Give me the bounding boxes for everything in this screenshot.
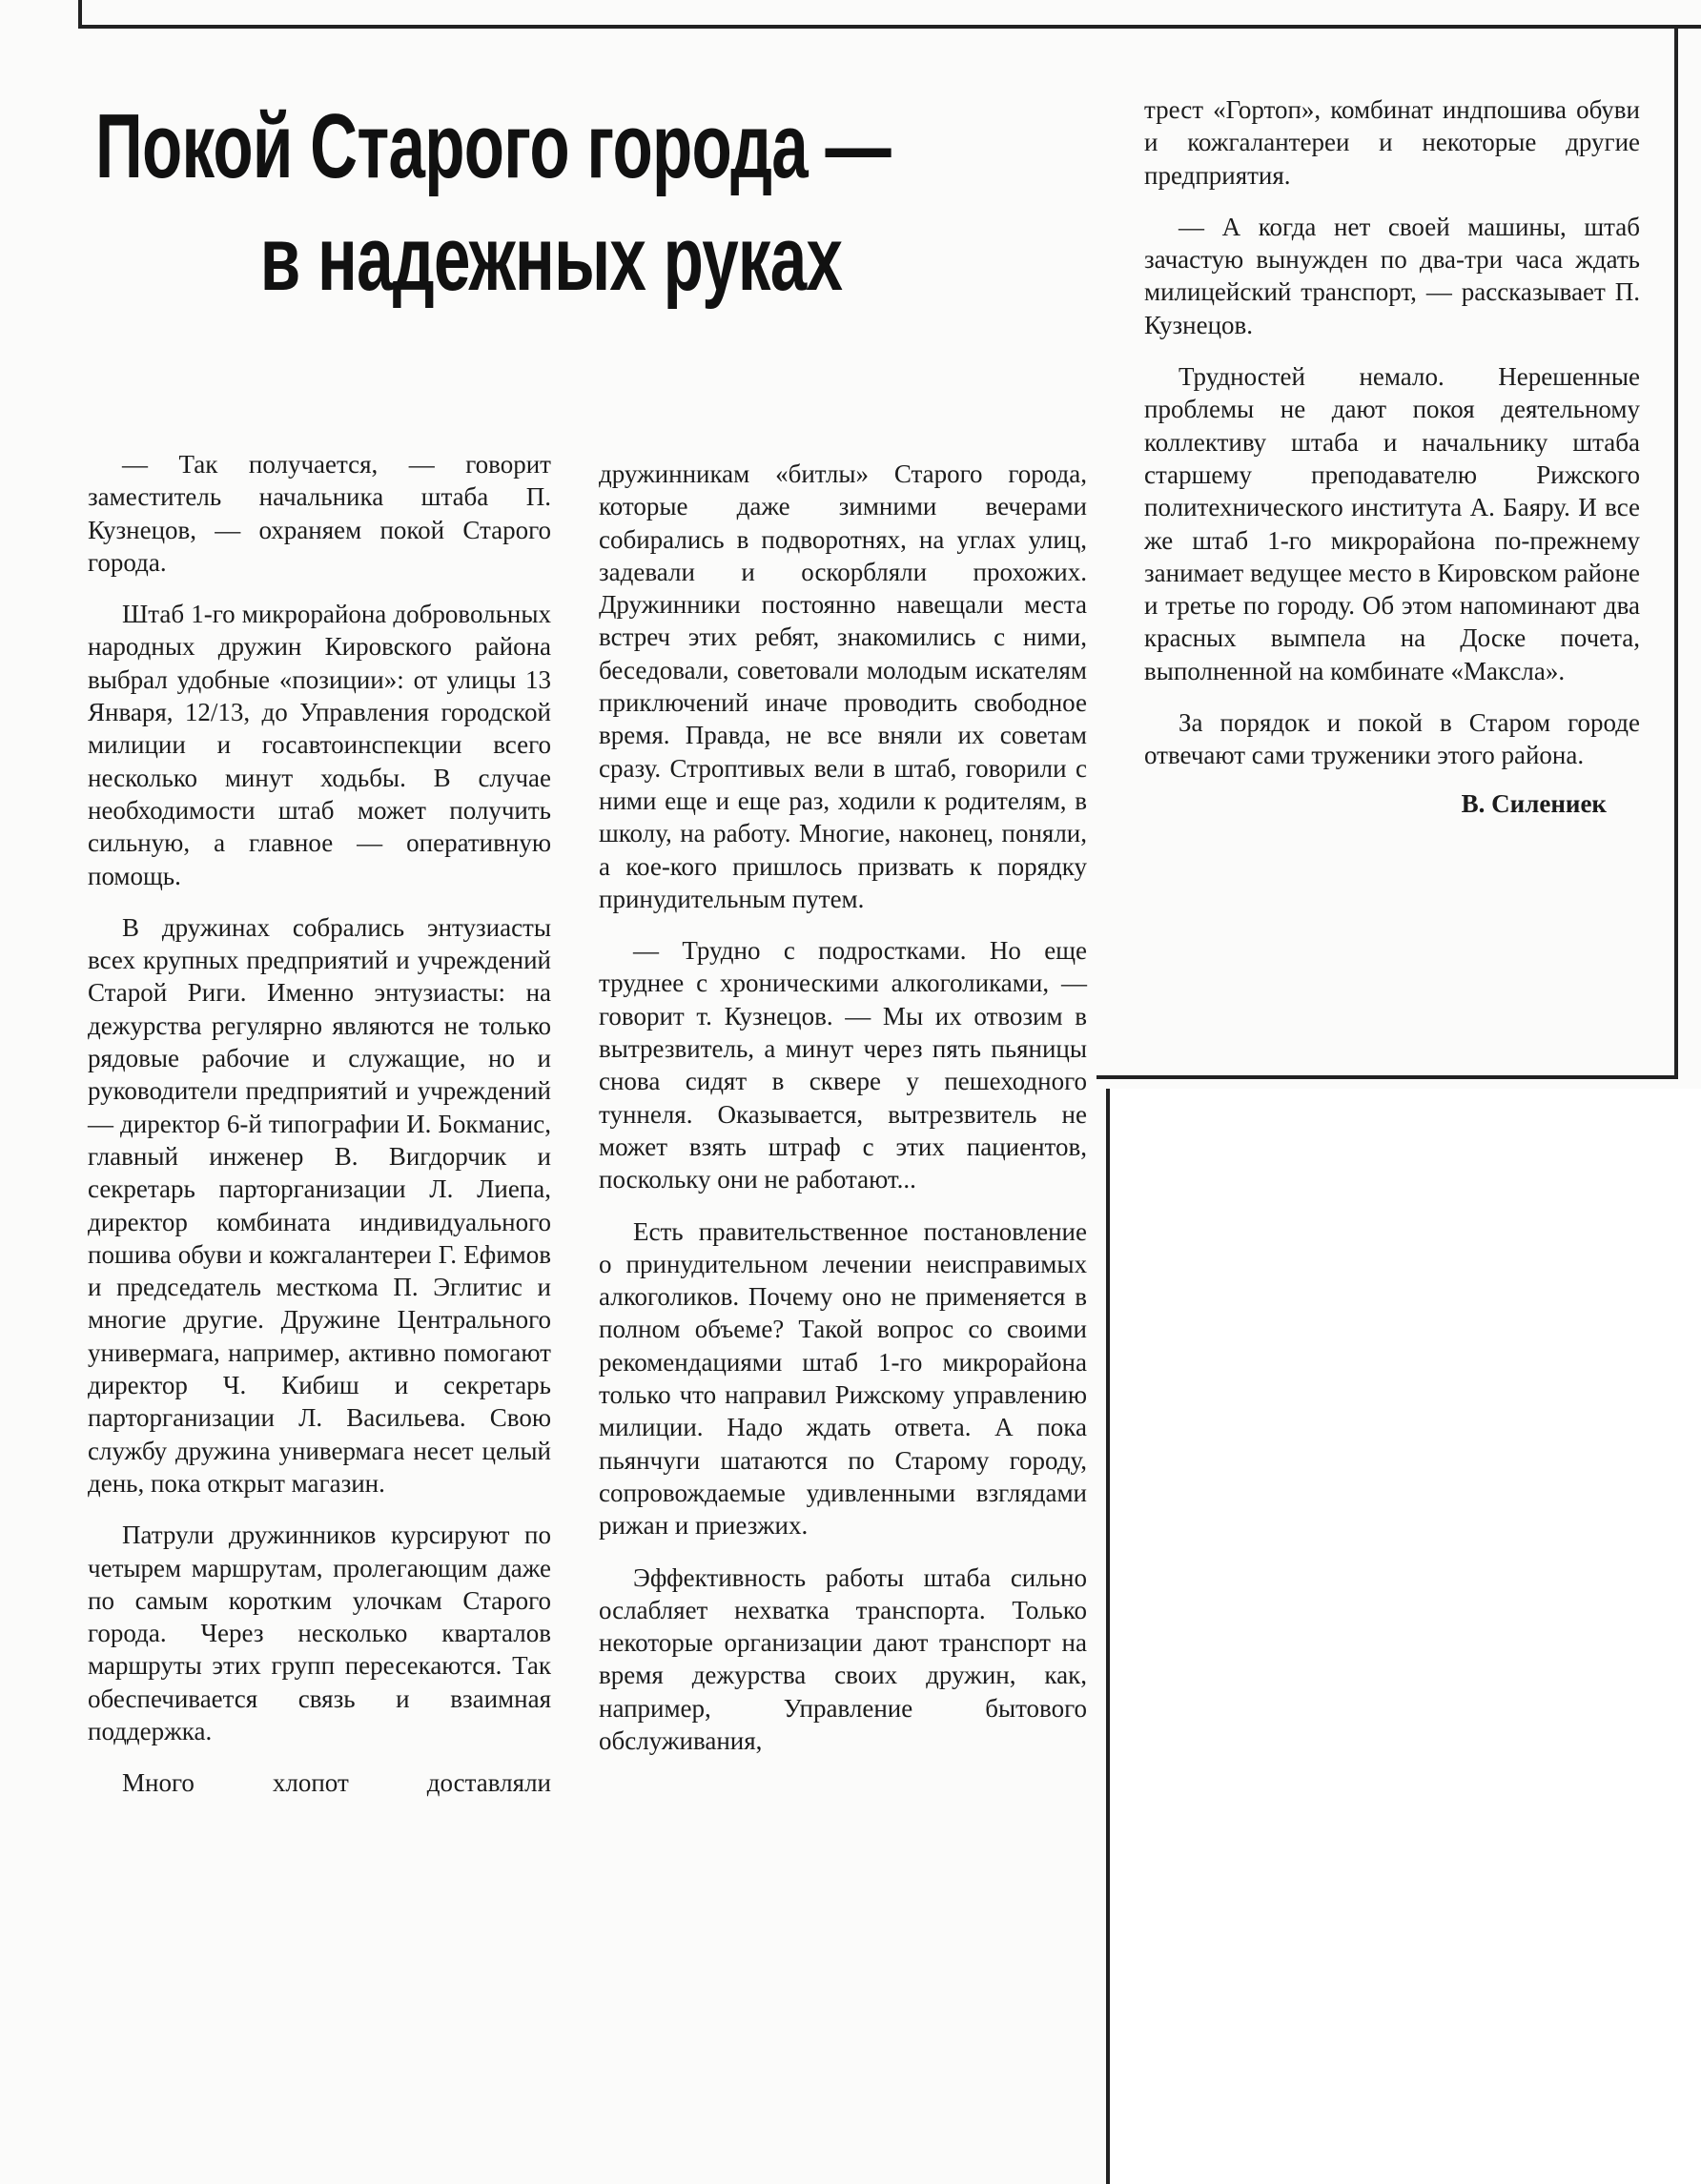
paragraph: Патрули дружинников курсируют по четырем маршрутам, пролегающим даже по самым коротким улочкам Старого города. Через несколько кварталов маршруты этих групп пересекаются. Так обеспечивается связь и взаимная поддержка. bbox=[88, 1521, 551, 1745]
paragraph: В дружинах собрались энтузиасты всех крупных предприятий и учреждений Старой Риги. Именно энтузиасты: на дежурства регулярно являются не только рядовые рабочие и служащие, но и руководители предприятий и учреждений — директор 6-й типографии И. Бокманис, главный инженер В. Вигдорчик и секретарь парторганизации Л. Лиепа, директор комбината индивидуального пошива обуви и кожгалантереи Г. Ефимов и председатель месткома П. Эглитис и многие другие. Дружине Центрального универмага, например, активно помогают директор Ч. Кибиш и секретарь парторганизации Л. Васильева. Свою службу дружина универмага несет целый день, пока открыт магазин. bbox=[88, 912, 551, 1498]
article-column-2 bbox=[599, 458, 1087, 1776]
paragraph: — А когда нет своей машины, штаб зачастую вынужден по два-три часа ждать милицейский транспорт, — рассказывает П. Кузнецов. bbox=[1144, 212, 1640, 339]
paragraph: За порядок и покой в Старом городе отвечают сами труженики этого района. bbox=[1144, 708, 1640, 770]
paragraph: — Трудно с подростками. Но еще труднее с хроническими алкоголиками, — говорит т. Кузнецов. — Мы их отвозим в вытрезвитель, а минут через пять пьяницы снова сидят в сквере у пешеходного туннеля. Оказывается, вытрезвитель не может взять штраф с этих пациентов, поскольку они не работают... bbox=[599, 936, 1087, 1194]
headline-line-2: в надежных руках bbox=[259, 208, 843, 310]
author-signature: В. Силениек bbox=[1461, 788, 1607, 818]
paragraph: Эффективность работы штаба сильно ослабляет нехватка транспорта. Только некоторые организации дают транспорт на время дежурства своих дружин, как, например, Управление бытового обслуживания, bbox=[599, 1562, 1087, 1755]
blank-area bbox=[1110, 1089, 1701, 2184]
article-column-3 bbox=[1144, 93, 1640, 820]
article-headline bbox=[95, 91, 891, 316]
headline-line-1: Покой Старого города — bbox=[95, 95, 891, 197]
paragraph: — Так получается, — говорит заместитель начальника штаба П. Кузнецов, — охраняем покой Старого города. bbox=[88, 450, 551, 577]
paragraph: трест «Гортоп», комбинат индпошива обуви и кожгалантереи и некоторые другие предприятия. bbox=[1144, 95, 1640, 190]
paragraph: Трудностей немало. Нерешенные проблемы не дают покоя деятельному коллективу штаба и начальнику штаба старшему преподавателю Рижского политехнического института А. Баяру. И все же штаб 1-го микрорайона по-прежнему занимает ведущее место в Кировском районе и третье по городу. Об этом напоминают два красных вымпела на Доске почета, выполненной на комбинате «Максла». bbox=[1144, 362, 1640, 685]
paragraph: Есть правительственное постановление о принудительном лечении неисправимых алкоголиков. Почему оно не применяется в полном объеме? Такой вопрос со своими рекомендациями штаб 1-го микрорайона только что направил Рижскому управлению милиции. Надо ждать ответа. А пока пьянчуги шатаются по Старому городу, сопровождаемые удивленными взглядами рижан и приезжих. bbox=[599, 1216, 1087, 1541]
paragraph: Много хлопот доставляли bbox=[122, 1768, 551, 1798]
article-column-1 bbox=[88, 448, 551, 1819]
lower-column-rule bbox=[1106, 1089, 1110, 2184]
paragraph: дружинникам «битлы» Старого города, которые даже зимними вечерами собирались в подворотнях, на углах улиц, задевали и оскорбляли прохожих. Дружинники постоянно навещали места встреч этих ребят, знакомились с ними, беседовали, советовали молодым искателям приключений иначе проводить свободное время. Правда, не все вняли их советам сразу. Строптивых вели в штаб, говорили с ними еще и еще раз, ходили к родителям, в школу, на работу. Многие, наконец, поняли, а кое-кого пришлось призвать к порядку принудительным путем. bbox=[599, 459, 1087, 913]
paragraph: Штаб 1-го микрорайона добровольных народных дружин Кировского района выбрал удобные «позиции»: от улицы 13 Января, 12/13, до Управления городской милиции и госавтоинспекции всего несколько минут ходьбы. В случае необходимости штаб может получить сильную, а главное — оперативную помощь. bbox=[88, 600, 551, 890]
top-border-rule bbox=[78, 0, 1701, 29]
